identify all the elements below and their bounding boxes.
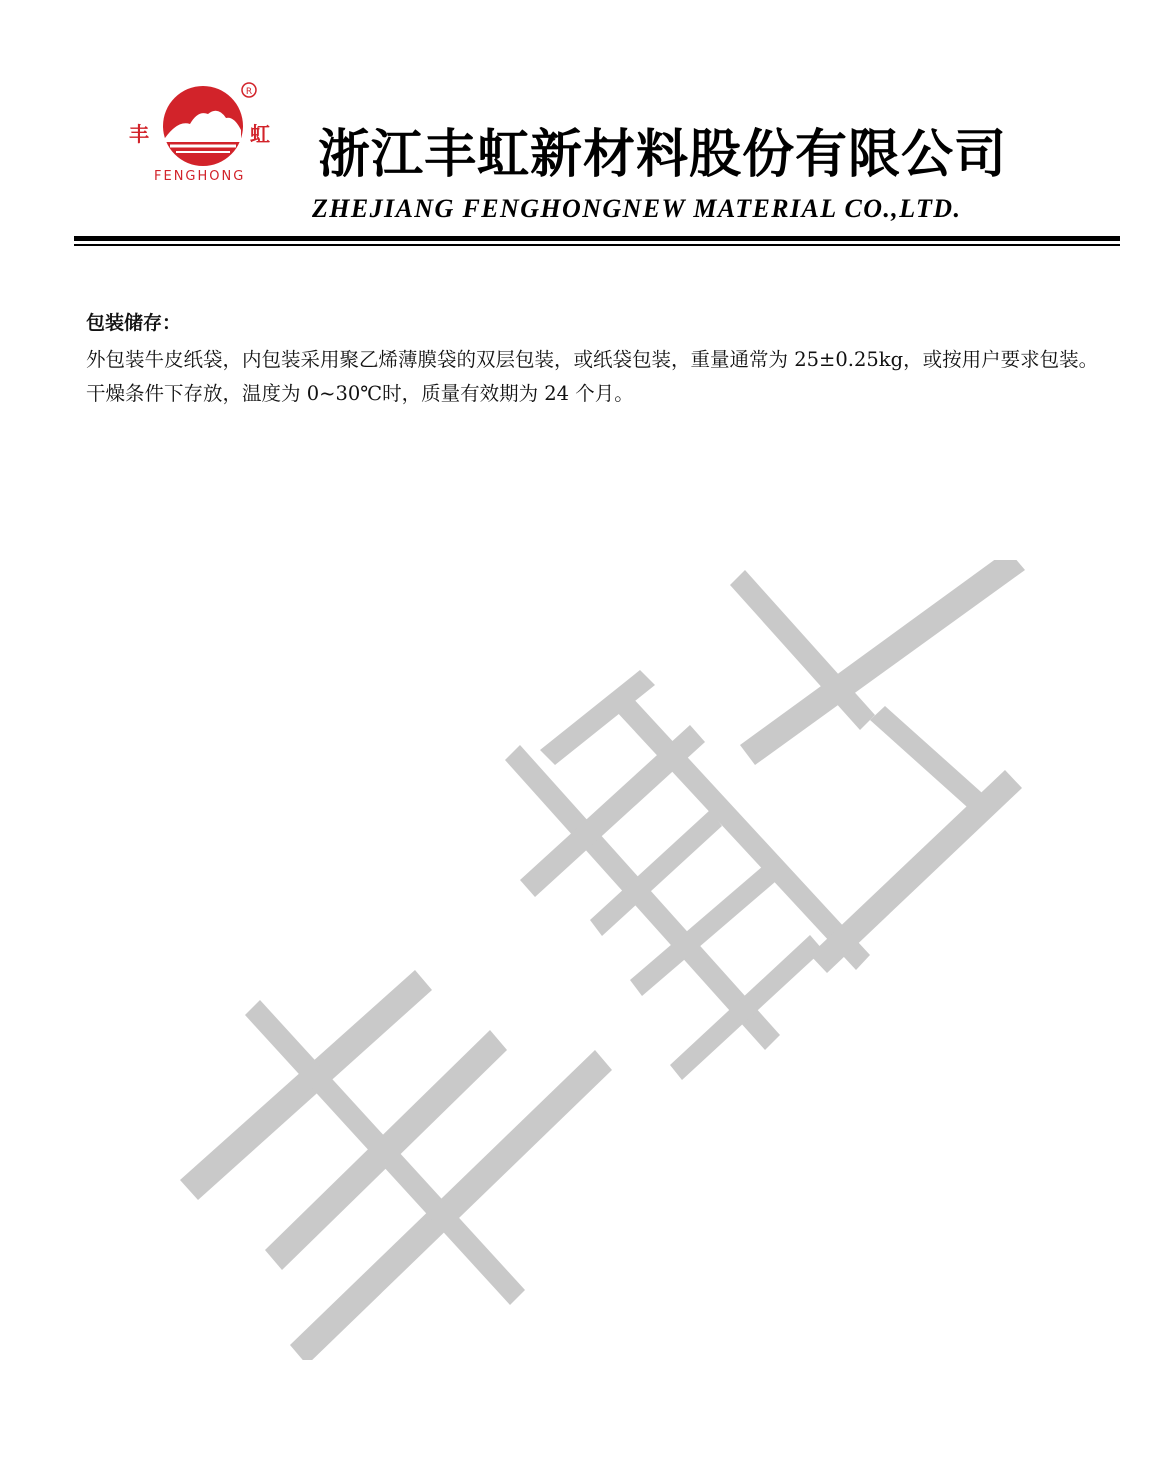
header-rule-thin	[74, 244, 1120, 246]
packaging-storage-section	[86, 308, 1106, 411]
document-content	[86, 308, 1106, 411]
section-title: 包装储存：	[86, 312, 182, 334]
company-name-chinese: 浙江丰虹新材料股份有限公司	[318, 125, 1008, 185]
svg-text:R: R	[245, 87, 253, 97]
section-body: 外包装牛皮纸袋，内包装采用聚乙烯薄膜袋的双层包装，或纸袋包装，重量通常为 25±0.25kg，或按用户要求包装。干燥条件下存放，温度为 0~30℃时，质量有效期为 24 个月。	[86, 348, 1099, 405]
logo-brand-text: FENGHONG	[154, 169, 246, 184]
logo-char-hong: 虹	[250, 122, 270, 146]
header-rule-thick	[74, 236, 1120, 241]
fenghong-watermark-icon	[170, 560, 1050, 1360]
company-logo	[118, 80, 288, 190]
company-name-english: ZHEJIANG FENGHONGNEW MATERIAL CO.,LTD.	[312, 194, 962, 223]
letterhead	[0, 0, 1170, 260]
logo-char-feng: 丰	[129, 122, 149, 146]
